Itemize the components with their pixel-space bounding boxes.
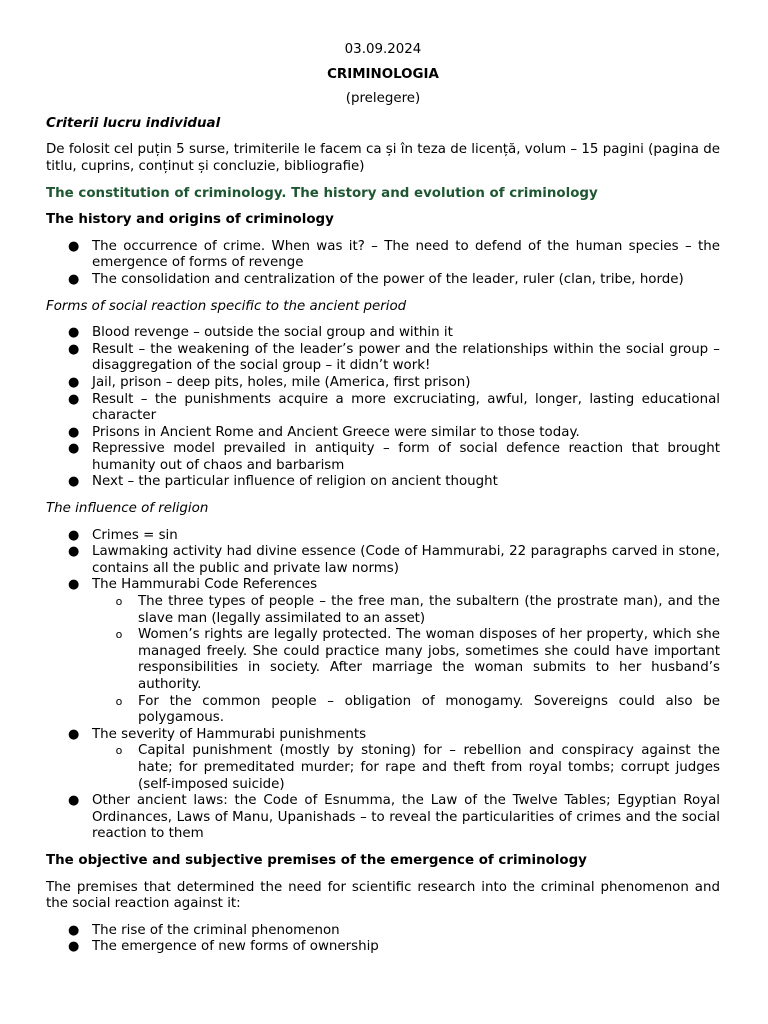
bullet-icon: ● <box>68 474 80 490</box>
bullet-icon: ● <box>68 726 80 742</box>
sub-bullet-icon: o <box>115 694 123 708</box>
sub-bullet-icon: o <box>115 744 123 758</box>
sub-list-item: o For the common people – obligation of monogamy. Sovereigns could also be polygamous. <box>115 693 720 726</box>
document-date: 03.09.2024 <box>344 42 422 57</box>
ancient-forms-heading: Forms of social reaction specific to the ancient period <box>46 298 407 314</box>
bullet-icon: ● <box>68 793 80 809</box>
list-item: ● The severity of Hammurabi punishments o Capital punishment (mostly by stoning) for – rebellion and conspiracy against the hate; for premeditated murder; for rape and theft from royal tombs; corrupt judges (self-imposed suicide) <box>68 726 720 792</box>
list-item: ● Result – the punishments acquire a more excruciating, awful, longer, lasting educational character <box>68 391 720 424</box>
bullet-icon: ● <box>68 577 80 593</box>
list-item: ● The Hammurabi Code References o The three types of people – the free man, the subaltern (the prostrate man), and the slave man (legally assimilated to an asset) o Women’s rights are legally protected. The woman disposes of her property, which she managed freely. She could practice many jobs, sometimes she could have important responsibilities in society. After marriage the woman submits to her husband’s authority. o For the common people – obligation of monogamy. Sovereigns could also be polygamous. <box>68 577 720 726</box>
list-item: ● The consolidation and centralization of the power of the leader, ruler (clan, tribe, horde) <box>68 271 684 287</box>
sub-bullet-icon: o <box>115 628 123 642</box>
ancient-forms-list <box>46 325 720 491</box>
bullet-icon: ● <box>68 922 80 938</box>
bullet-icon: ● <box>68 325 80 341</box>
sub-list-item: o The three types of people – the free man, the subaltern (the prostrate man), and the slave man (legally assimilated to an asset) <box>115 594 720 626</box>
bullet-icon: ● <box>68 391 80 407</box>
document-subtitle: (prelegere) <box>345 91 421 107</box>
bullet-icon: ● <box>68 271 80 287</box>
sub-list-item: o Capital punishment (mostly by stoning) for – rebellion and conspiracy against the hate; for premeditated murder; for rape and theft from royal tombs; corrupt judges (self-imposed suicide) <box>115 743 720 792</box>
list-item: ● Result – the weakening of the leader’s power and the relationships within the social group – disaggregation of the social group – it didn’t work! <box>68 341 720 374</box>
hammurabi-punishments-list <box>92 743 720 793</box>
list-item: ● The rise of the criminal phenomenon <box>68 922 340 938</box>
bullet-icon: ● <box>68 441 80 457</box>
criteria-heading: Criterii lucru individual <box>46 115 221 131</box>
premises-list <box>46 923 720 956</box>
religion-heading: The influence of religion <box>46 501 209 517</box>
list-item: ● Blood revenge – outside the social group and within it <box>68 325 453 341</box>
bullet-icon: ● <box>68 544 80 560</box>
premises-text: The premises that determined the need for scientific research into the criminal phenomenon and the social reaction against it: <box>46 879 720 912</box>
bullet-icon: ● <box>68 424 80 440</box>
list-item: ● The occurrence of crime. When was it? – The need to defend of the human species – the emergence of forms of revenge <box>68 238 720 271</box>
list-item: ● Prisons in Ancient Rome and Ancient Greece were similar to those today. <box>68 424 580 440</box>
list-item: ● Jail, prison – deep pits, holes, mile (America, first prison) <box>68 374 471 390</box>
sub-list-item: o Women’s rights are legally protected. The woman disposes of her property, which she managed freely. She could practice many jobs, sometimes she could have important responsibilities in society. After marriage the woman submits to her husband’s authority. <box>115 627 720 692</box>
premises-heading: The objective and subjective premises of the emergence of criminology <box>46 852 587 868</box>
bullet-icon: ● <box>68 527 80 543</box>
list-item: ● Repressive model prevailed in antiquity – form of social defence reaction that brought humanity out of chaos and barbarism <box>68 441 720 473</box>
section-title: The constitution of criminology. The history and evolution of criminology <box>46 185 598 201</box>
hammurabi-references-list <box>92 594 720 727</box>
bullet-icon: ● <box>68 238 80 254</box>
list-item: ● Next – the particular influence of religion on ancient thought <box>68 474 498 490</box>
criteria-text: De folosit cel puțin 5 surse, trimiterile le facem ca și în teza de licență, volum – 15 pagini (pagina de titlu, cuprins, conținut și concluzie, bibliografie) <box>46 142 720 174</box>
history-list <box>46 239 720 289</box>
bullet-icon: ● <box>68 341 80 357</box>
document-content <box>46 42 720 966</box>
list-item: ● Crimes = sin <box>68 527 178 543</box>
religion-list <box>46 528 720 843</box>
list-item: ● Lawmaking activity had divine essence (Code of Hammurabi, 22 paragraphs carved in stone, contains all the public and private law norms) <box>68 544 720 576</box>
document-title: CRIMINOLOGIA <box>327 66 439 82</box>
list-item: ● Other ancient laws: the Code of Esnumma, the Law of the Twelve Tables; Egyptian Royal Ordinances, Laws of Manu, Upanishads – to reveal the particularities of crimes and the social reaction to them <box>68 793 720 842</box>
sub-bullet-icon: o <box>115 595 123 609</box>
list-item: ● The emergence of new forms of ownership <box>68 939 379 955</box>
bullet-icon: ● <box>68 374 80 390</box>
bullet-icon: ● <box>68 939 80 955</box>
history-heading: The history and origins of criminology <box>46 212 334 228</box>
